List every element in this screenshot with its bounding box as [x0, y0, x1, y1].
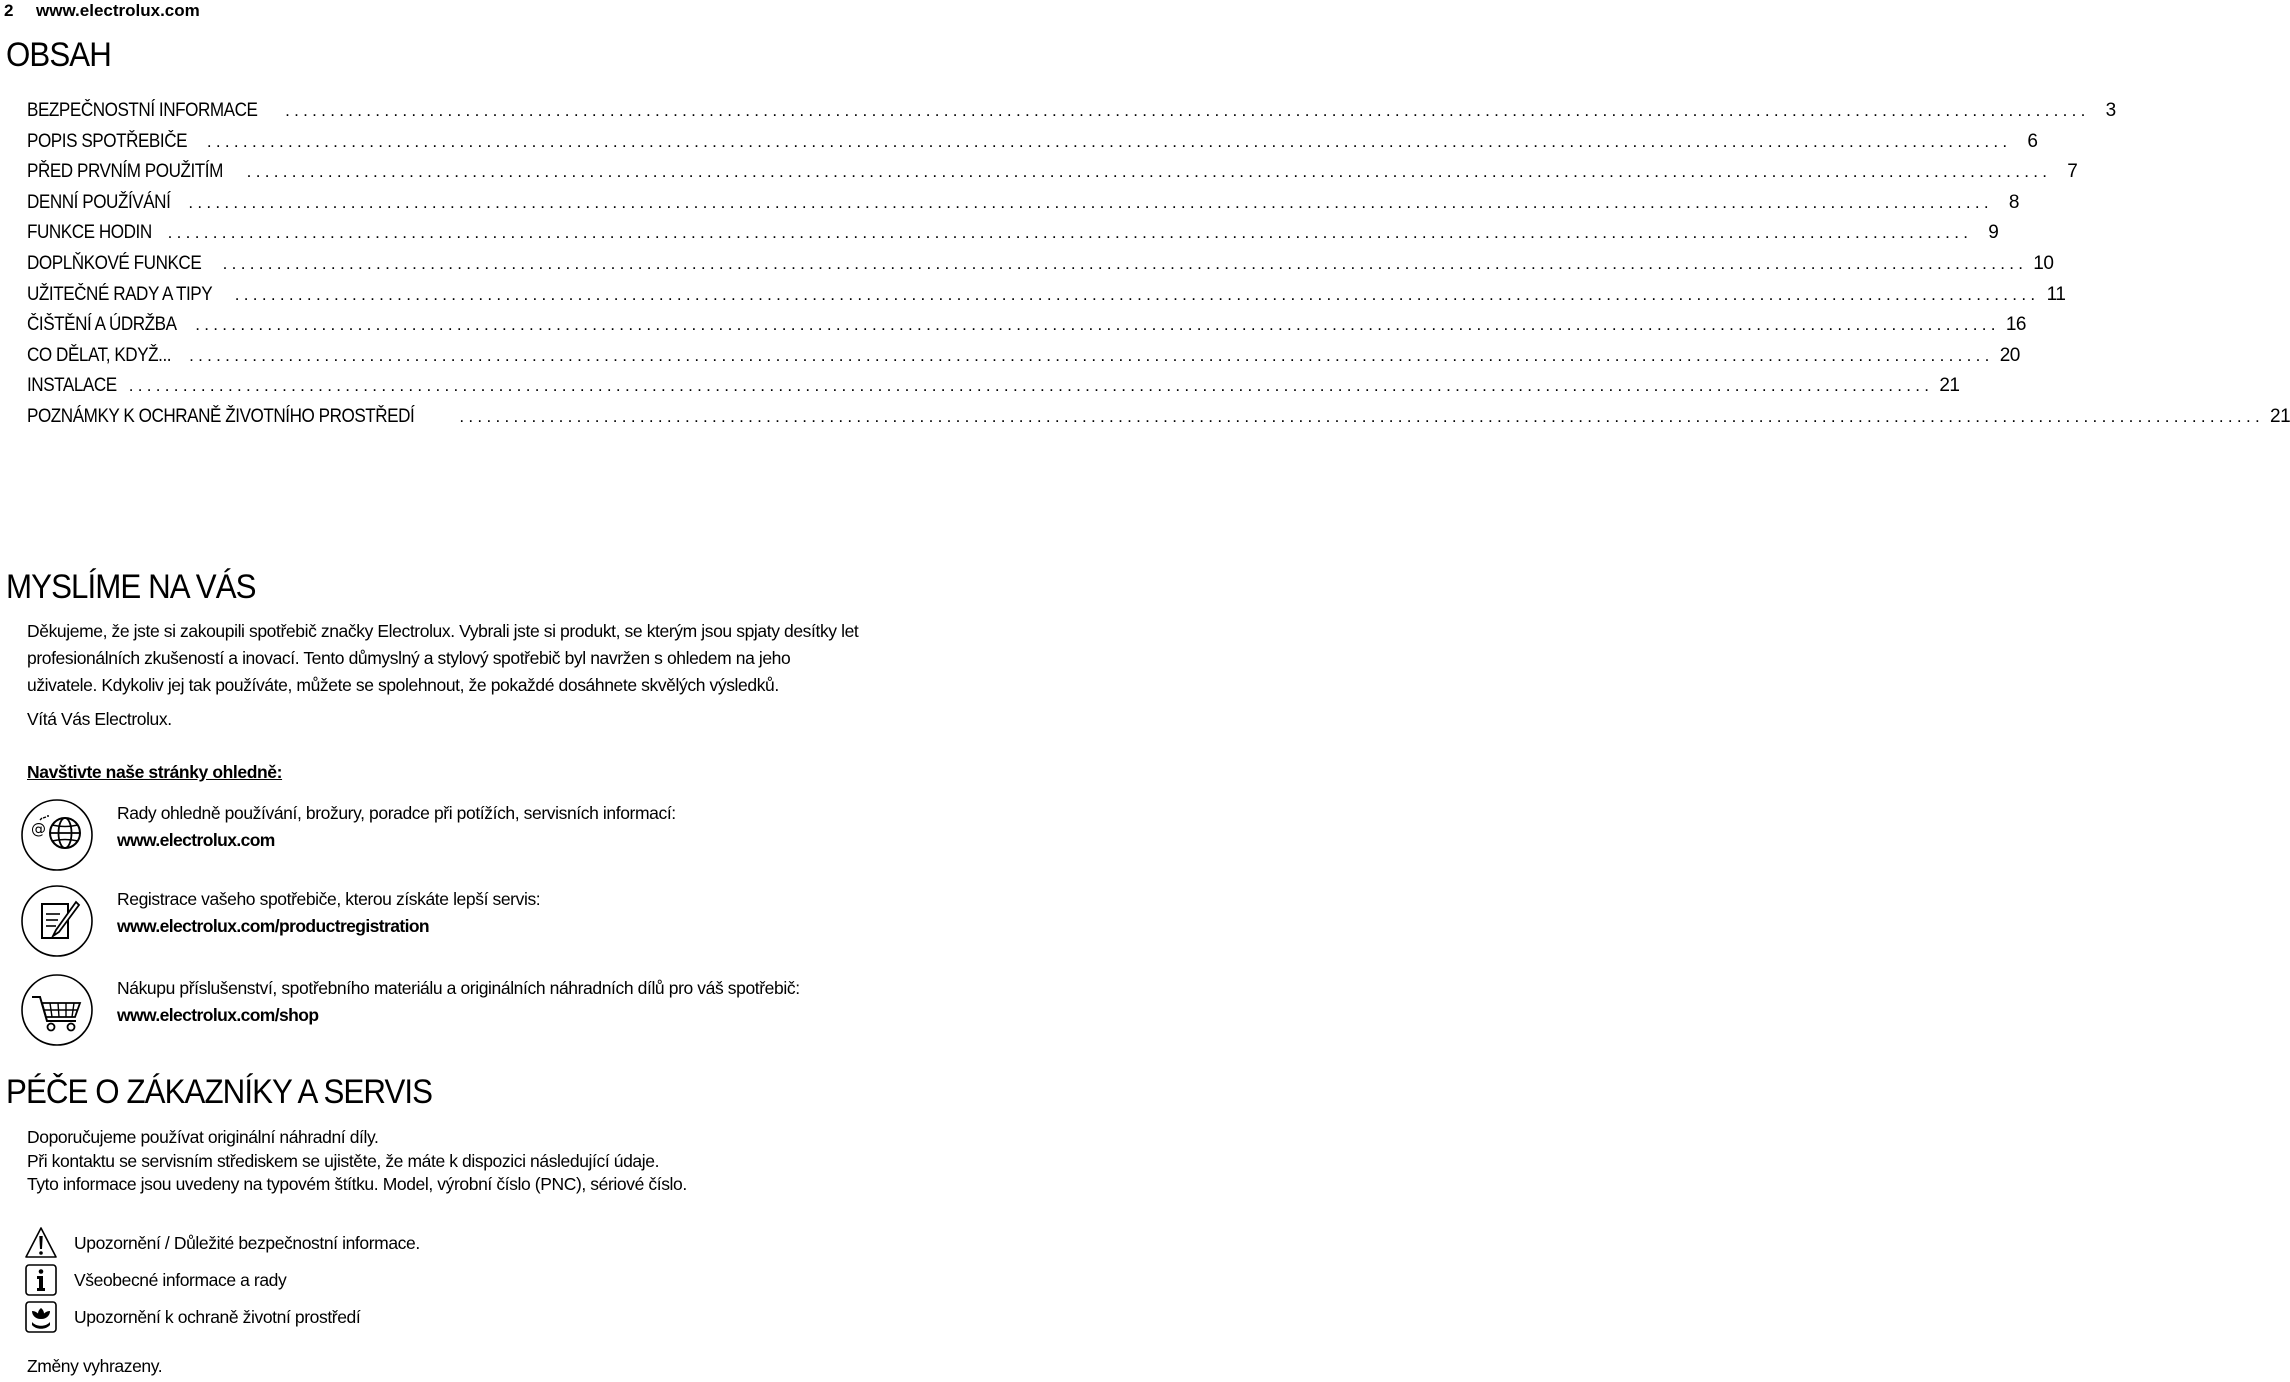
legend-info — [24, 1263, 624, 1297]
toc-entry-title: DENNÍ POUŽÍVÁNÍ — [27, 191, 171, 213]
toc-leader-dots: ........................................................................................................................................................................................................ — [459, 406, 2265, 426]
toc-entry[interactable] — [27, 405, 2290, 437]
warning-icon — [24, 1226, 58, 1260]
toc-entry-title: FUNKCE HODIN — [27, 222, 152, 244]
registration-icon — [20, 884, 94, 958]
link-item-text — [117, 800, 676, 854]
toc-entry-page: 21 — [2270, 405, 2290, 427]
header-site-link[interactable]: www.electrolux.com — [36, 1, 200, 20]
toc-leader-dots: ........................................................................................................................................................................................................ — [167, 223, 1973, 243]
toc-entry-title: CO DĚLAT, KDYŽ... — [27, 344, 172, 366]
welcome-text: Vítá Vás Electrolux. — [27, 709, 172, 729]
toc-entry[interactable] — [27, 283, 2066, 315]
toc-leader-dots: ........................................................................................................................................................................................................ — [234, 284, 2040, 304]
legend-label: Upozornění / Důležité bezpečnostní informace. — [74, 1233, 420, 1253]
care-line: Při kontaktu se servisním střediskem se ujistěte, že máte k dispozici následující údaje. — [27, 1150, 660, 1171]
toc-entry-page: 16 — [2005, 314, 2026, 336]
info-icon — [24, 1263, 58, 1297]
table-of-contents — [27, 100, 2290, 437]
intro-line: profesionálních zkušeností a inovací. Tento důmyslný a stylový spotřebič byl navržen s ohledem na jeho — [27, 648, 791, 668]
toc-leader-dots: ........................................................................................................................................................................................................ — [195, 315, 2000, 335]
toc-entry-page: 21 — [1939, 375, 1960, 397]
thinking-title: MYSLÍME NA VÁS — [6, 568, 256, 606]
toc-entry-page: 20 — [1999, 344, 2020, 366]
link-description: Rady ohledně používání, brožury, poradce při potížích, servisních informací: — [117, 803, 676, 823]
legend-label: Upozornění k ochraně životní prostředí — [74, 1307, 361, 1327]
toc-entry[interactable] — [27, 375, 1960, 406]
toc-entry-title: ČIŠTĚNÍ A ÚDRŽBA — [27, 314, 177, 336]
toc-leader-dots: ........................................................................................................................................................................................................ — [246, 162, 2052, 182]
toc-entry[interactable] — [27, 100, 2116, 131]
toc-leader-dots: ........................................................................................................................................................................................................ — [206, 131, 2012, 151]
toc-leader-dots: ........................................................................................................................................................................................................ — [188, 192, 1993, 212]
link-item-shop — [20, 973, 960, 1053]
footer-note: Změny vyhrazeny. — [27, 1356, 163, 1376]
toc-entry[interactable] — [27, 191, 2019, 223]
page-header — [4, 0, 200, 22]
link-description: Nákupu příslušenství, spotřebního materiálu a originálních náhradních dílů pro váš spotřebič: — [117, 978, 800, 998]
link-item-text — [117, 886, 540, 940]
toc-entry-page: 9 — [1988, 222, 1999, 244]
care-paragraph — [27, 1126, 687, 1197]
legend-label: Všeobecné informace a rady — [74, 1270, 287, 1290]
toc-entry-title: DOPLŇKOVÉ FUNKCE — [27, 252, 202, 274]
link-url[interactable]: www.electrolux.com — [117, 830, 275, 850]
toc-entry-title: INSTALACE — [27, 375, 117, 397]
toc-entry[interactable] — [27, 130, 2038, 162]
toc-entry-title: POZNÁMKY K OCHRANĚ ŽIVOTNÍHO PROSTŘEDÍ — [27, 405, 415, 427]
link-url[interactable]: www.electrolux.com/productregistration — [117, 916, 430, 936]
link-item-registration — [20, 884, 960, 964]
environment-icon — [24, 1300, 58, 1334]
toc-entry[interactable] — [27, 314, 2026, 345]
toc-leader-dots: ........................................................................................................................................................................................................ — [189, 345, 1994, 365]
intro-paragraph — [27, 618, 962, 699]
toc-entry[interactable] — [27, 161, 2078, 192]
toc-entry-page: 7 — [2067, 161, 2078, 183]
contents-title: OBSAH — [6, 36, 111, 74]
toc-entry-title: POPIS SPOTŘEBIČE — [27, 130, 188, 152]
link-url[interactable]: www.electrolux.com/shop — [117, 1005, 319, 1025]
toc-entry-page: 8 — [2008, 191, 2019, 213]
visit-heading: Navštivte naše stránky ohledně: — [27, 762, 283, 782]
toc-entry-page: 3 — [2105, 100, 2116, 121]
care-line: Tyto informace jsou uvedeny na typovém štítku. Model, výrobní číslo (PNC), sériové číslo. — [27, 1174, 687, 1194]
toc-entry[interactable] — [27, 252, 2054, 284]
shopping-cart-icon — [20, 973, 94, 1047]
legend-warning — [24, 1226, 624, 1260]
toc-entry-title: PŘED PRVNÍM POUŽITÍM — [27, 161, 223, 183]
toc-entry-page: 11 — [2046, 283, 2066, 305]
toc-entry[interactable] — [27, 344, 2020, 376]
toc-entry[interactable] — [27, 222, 1999, 253]
link-item-text — [117, 975, 800, 1029]
toc-leader-dots: ........................................................................................................................................................................................................ — [285, 101, 2090, 120]
toc-entry-title: UŽITEČNÉ RADY A TIPY — [27, 283, 213, 305]
intro-line: uživatele. Kdykoliv jej tak používáte, můžete se spolehnout, že pokaždé dosáhnete skvělých výsledků. — [27, 675, 779, 695]
toc-leader-dots: ........................................................................................................................................................................................................ — [222, 253, 2028, 273]
svg-text:@: @ — [31, 820, 46, 838]
legend-environment — [24, 1300, 624, 1334]
intro-line: Děkujeme, že jste si zakoupili spotřebič značky Electrolux. Vybrali jste si produkt, se kterým jsou spjaty desítky let — [27, 621, 859, 641]
care-line: Doporučujeme používat originální náhradní díly. — [27, 1127, 379, 1147]
link-item-help — [20, 798, 960, 878]
toc-entry-page: 10 — [2033, 252, 2054, 274]
toc-leader-dots: ........................................................................................................................................................................................................ — [128, 376, 1934, 396]
globe-icon — [20, 798, 94, 872]
page-number: 2 — [4, 1, 14, 20]
toc-entry-title: BEZPEČNOSTNÍ INFORMACE — [27, 100, 258, 121]
toc-entry-page: 6 — [2027, 130, 2038, 152]
link-description: Registrace vašeho spotřebiče, kterou získáte lepší servis: — [117, 889, 541, 909]
care-title: PÉČE O ZÁKAZNÍKY A SERVIS — [6, 1073, 433, 1111]
